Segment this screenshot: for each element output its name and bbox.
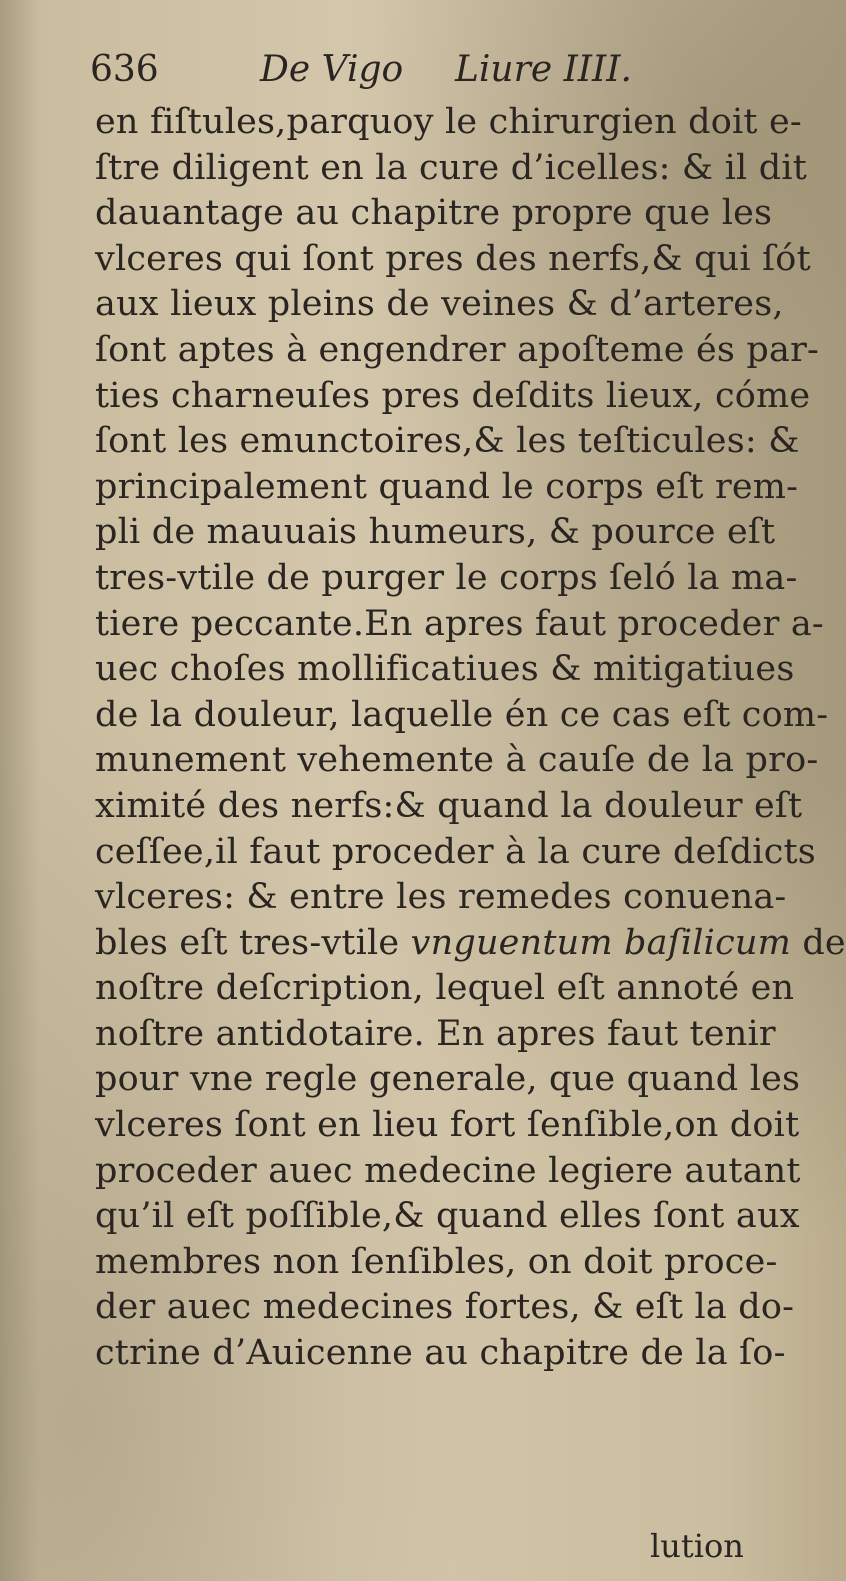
text-line: munement vehemente à cauſe de la pro- (95, 740, 819, 781)
text-line-with-latin (95, 921, 846, 967)
page-gutter-shadow (0, 0, 40, 1581)
text-segment: bles eſt tres-vtile (95, 922, 411, 963)
text-line: uec choſes mollificatiues & mitigatiues (95, 649, 795, 690)
latin-term: vnguentum baſilicum (410, 922, 791, 963)
text-line: ctrine d’Auicenne au chapitre de la ſo- (95, 1333, 786, 1374)
text-line: pour vne regle generale, que quand les (95, 1059, 801, 1100)
text-line: vlceres ſont en lieu fort ſenſible,on doit (95, 1105, 800, 1146)
text-line: tres-vtile de purger le corps ſeló la ma- (95, 557, 798, 598)
text-line: proceder auec medecine legiere autant (95, 1150, 801, 1191)
text-line: der auec medecines fortes, & eſt la do- (95, 1287, 795, 1328)
text-line: principalement quand le corps eſt rem- (95, 466, 799, 507)
text-line: ſtre diligent en la cure d’icelles: & il dit (95, 147, 807, 188)
text-line: ceſſee,il faut proceder à la cure deſdicts (95, 831, 816, 872)
text-line: ſont les emunctoires,& les teſticules: & (95, 421, 800, 462)
running-book-number: Liure IIII. (455, 49, 632, 90)
text-line: aux lieux pleins de veines & d’arteres, (95, 284, 784, 325)
text-line: ſont aptes à engendrer apoſteme és par- (95, 329, 820, 370)
text-line: en fiſtules,parquoy le chirurgien doit e- (95, 102, 802, 142)
text-segment: de (791, 922, 846, 963)
text-line: noſtre antidotaire. En apres faut tenir (95, 1013, 776, 1054)
text-line: dauantage au chapitre propre que les (95, 193, 773, 234)
page-number: 636 (90, 49, 159, 90)
text-line: pli de mauuais humeurs, & pource eſt (95, 512, 776, 553)
text-line: vlceres: & entre les remedes conuena- (95, 877, 787, 918)
text-line: membres non ſenſibles, on doit proce- (95, 1241, 778, 1282)
text-line: vlceres qui ſont pres des nerfs,& qui ſót (95, 238, 811, 279)
running-title: De Vigo (260, 49, 404, 90)
text-line: ximité des nerfs:& quand la douleur eſt (95, 785, 803, 826)
text-line: ties charneuſes pres deſdits lieux, cóme (95, 375, 811, 416)
text-line: de la douleur, laquelle én ce cas eſt com- (95, 694, 829, 735)
catchword: lution (650, 1527, 744, 1565)
text-line: tiere peccante.En apres faut proceder a- (95, 603, 824, 644)
text-line: noſtre deſcription, lequel eſt annoté en (95, 968, 795, 1009)
text-line: qu’il eſt poſſible,& quand elles ſont aux (95, 1196, 800, 1237)
body-text (95, 100, 846, 1377)
running-header (90, 40, 750, 100)
